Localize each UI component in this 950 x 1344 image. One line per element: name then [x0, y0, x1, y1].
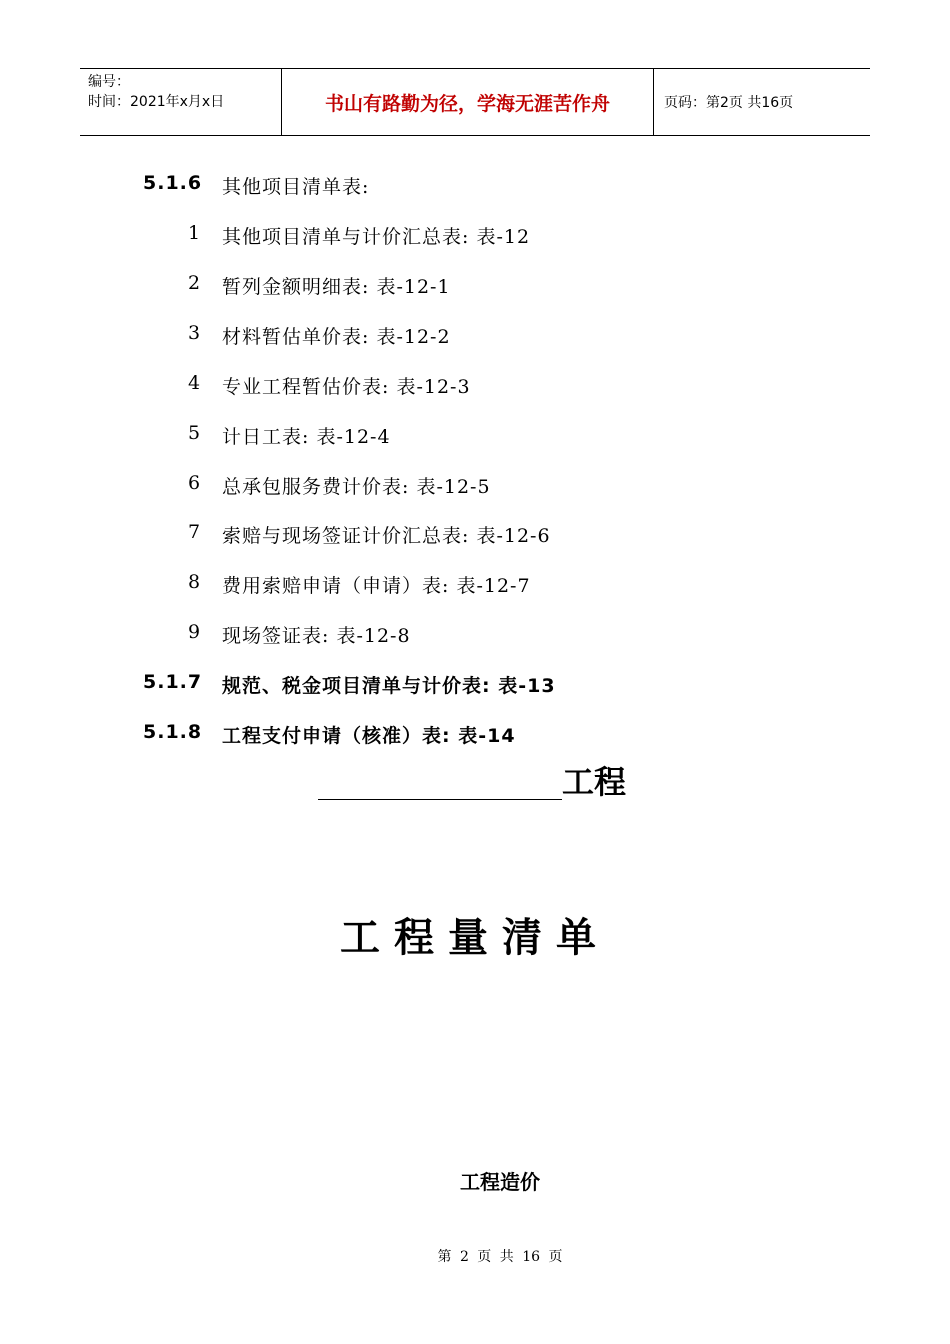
item-text: 索赔与现场签证计价汇总表: 表-12-6 — [222, 525, 551, 547]
item-text: 计日工表: 表-12-4 — [222, 426, 391, 448]
item-number: 1 — [188, 222, 202, 244]
cost-label: 工程造价 — [460, 1170, 540, 1194]
item-text: 材料暂估单价表: 表-12-2 — [222, 326, 451, 348]
item-text: 费用索赔申请（申请）表: 表-12-7 — [222, 575, 531, 597]
item-text: 现场签证表: 表-12-8 — [222, 625, 411, 647]
item-text: 其他项目清单与计价汇总表: 表-12 — [222, 226, 531, 248]
item-number: 2 — [188, 272, 202, 294]
header-motto: 书山有路勤为径，学海无涯苦作舟 — [281, 69, 654, 135]
header-meta — [80, 69, 281, 135]
header-page-info: 页码：第2页 共16页 — [664, 95, 794, 111]
section-number: 5.1.7 — [143, 671, 203, 693]
section-number: 5.1.6 — [143, 172, 203, 194]
section-title: 规范、税金项目清单与计价表: 表-13 — [222, 675, 556, 697]
project-name-blank — [318, 767, 562, 800]
item-text: 暂列金额明细表: 表-12-1 — [222, 276, 451, 298]
section-title: 工程支付申请（核准）表: 表-14 — [222, 725, 516, 747]
project-name-line — [318, 764, 626, 800]
page-footer: 第 2 页 共 16 页 — [437, 1249, 563, 1265]
item-text: 专业工程暂估价表: 表-12-3 — [222, 376, 471, 398]
page-header — [80, 68, 870, 136]
item-number: 6 — [188, 472, 202, 494]
item-number: 4 — [188, 372, 202, 394]
item-number: 3 — [188, 322, 202, 344]
item-number: 9 — [188, 621, 202, 643]
number-label: 编号： — [88, 74, 130, 90]
section-number: 5.1.8 — [143, 721, 203, 743]
project-word: 工程 — [562, 763, 627, 801]
document-title: 工程量清单 — [340, 915, 610, 961]
item-number: 7 — [188, 521, 202, 543]
item-text: 总承包服务费计价表: 表-12-5 — [222, 476, 491, 498]
item-number: 8 — [188, 571, 202, 593]
section-title: 其他项目清单表: — [222, 176, 370, 198]
item-number: 5 — [188, 422, 202, 444]
time-label: 时间：2021年x月x日 — [88, 94, 225, 110]
